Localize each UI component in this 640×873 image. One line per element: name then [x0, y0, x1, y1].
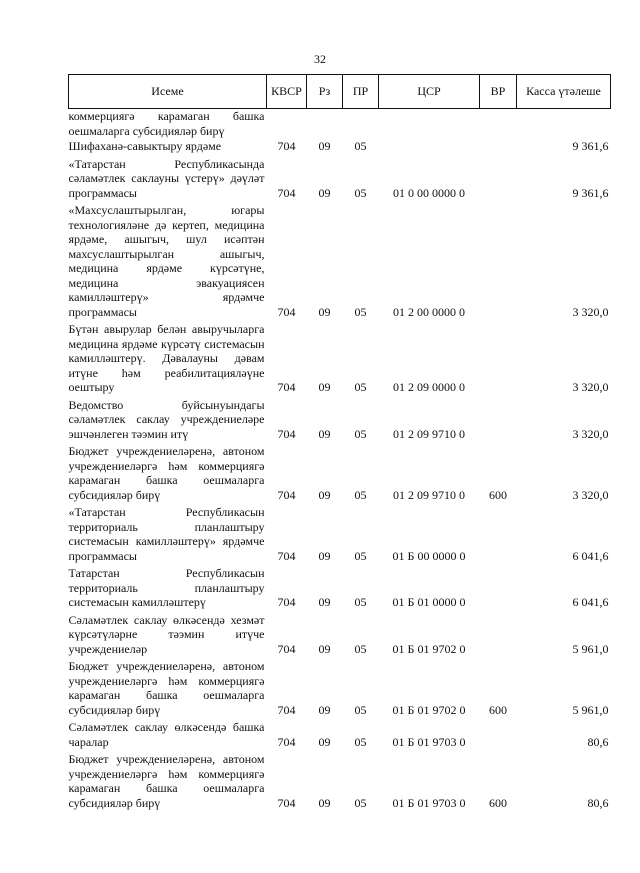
- row-name: Сәламәтлек саклау өлкәсендә башка чаралар: [68, 720, 265, 749]
- row-csr: 01 2 00 0000 0: [393, 304, 465, 319]
- row-csr: 01 0 00 0000 0: [393, 185, 465, 200]
- row-kvsr: 704: [277, 426, 296, 441]
- table-row: [69, 566, 611, 613]
- row-kvsr: 704: [277, 795, 296, 810]
- row-rz: 09: [318, 795, 331, 810]
- budget-table: [68, 74, 611, 813]
- row-pr: 05: [354, 795, 367, 810]
- table-row: [69, 505, 611, 566]
- row-csr: [379, 139, 480, 157]
- row-pr: 05: [354, 595, 367, 609]
- row-csr: 01 Б 01 9702 0: [392, 702, 466, 717]
- row-amount: 80,6: [587, 734, 609, 749]
- row-name: Бюджет учреждениеләренә, автоном учреждениеләргә һәм коммерциягә карамаган башка оешмаларга субсидияләр бирү: [68, 444, 265, 502]
- row-rz: 09: [318, 426, 331, 441]
- row-amount: 9 361,6: [572, 139, 609, 153]
- row-name: Бүтән авырулар белән авыручыларга медицина ярдәме күрсәтү системасын камилләштерү. Дәвалауны дәвам итүне һәм реабилитацияләүне оештыру: [68, 322, 265, 394]
- table-header: [69, 75, 611, 109]
- row-rz: 09: [318, 304, 331, 319]
- row-rz: 09: [318, 702, 331, 717]
- row-pr: 05: [354, 380, 367, 394]
- row-amount: 6 041,6: [572, 595, 609, 609]
- row-vr: [480, 139, 517, 157]
- table-row: [69, 139, 611, 157]
- row-vr: [480, 613, 517, 660]
- row-vr: [480, 505, 517, 566]
- row-kvsr: 704: [277, 185, 296, 200]
- row-name: Ведомство буйсынуындагы сәламәтлек саклау учреждениеләре эшчәнлеген тәэмин итү: [68, 397, 265, 441]
- row-kvsr: 704: [277, 380, 296, 394]
- row-csr: 01 Б 00 0000 0: [392, 548, 466, 563]
- row-amount: 80,6: [587, 795, 609, 810]
- row-rz: 09: [318, 641, 331, 656]
- row-csr: 01 Б 01 0000 0: [392, 595, 466, 609]
- table-row: [69, 322, 611, 398]
- row-amount: 3 320,0: [572, 304, 609, 319]
- row-pr: 05: [354, 734, 367, 749]
- row-csr: 01 2 09 0000 0: [393, 380, 465, 394]
- row-rz: 09: [318, 487, 331, 502]
- header-rz: Рз: [307, 75, 343, 109]
- row-csr: 01 Б 01 9703 0: [392, 795, 466, 810]
- row-vr: [480, 322, 517, 398]
- row-amount: 3 320,0: [572, 487, 609, 502]
- row-kvsr: 704: [277, 548, 296, 563]
- row-pr: 05: [354, 426, 367, 441]
- row-name: «Татарстан Республикасында сәламәтлек саклауны үстерү» дәүләт программасы: [68, 156, 265, 200]
- row-name: Бюджет учреждениеләренә, автоном учреждениеләргә һәм коммерциягә карамаган башка оешмаларга субсидияләр бирү: [68, 659, 265, 717]
- row-vr: 600: [489, 487, 507, 502]
- row-name: «Татарстан Республикасын территориаль планлаштыру системасын камилләштерү» ярдәмче программасы: [68, 505, 265, 563]
- row-name: Татарстан Республикасын территориаль планлаштыру системасын камилләштерү: [68, 566, 265, 609]
- table-row: [69, 613, 611, 660]
- row-vr: [480, 720, 517, 752]
- row-amount: 9 361,6: [572, 185, 609, 200]
- row-kvsr: 704: [277, 595, 296, 609]
- row-pr: 05: [354, 304, 367, 319]
- row-rz: 09: [318, 595, 331, 609]
- row-pr: 05: [354, 185, 367, 200]
- row-kvsr: 704: [277, 702, 296, 717]
- row-vr: 600: [489, 702, 507, 717]
- table-body: [69, 109, 611, 814]
- header-pr: ПР: [343, 75, 379, 109]
- row-name: «Махсуслаштырылган, югары технологияләне дә кертеп, медицина ярдәме, ашыгыч, шул исәптән махсуслаштырылган ашыгыч, медицина ярдәме күрсәтүне, медицина эвакуациясен камилләштерү» ярдәмче программасы: [68, 203, 265, 319]
- row-kvsr: 704: [277, 304, 296, 319]
- row-amount: 6 041,6: [572, 548, 609, 563]
- header-name: Исеме: [69, 75, 267, 109]
- row-csr: 01 Б 01 9702 0: [392, 641, 466, 656]
- row-vr: 600: [489, 795, 507, 810]
- row-rz: 09: [318, 185, 331, 200]
- row-name: Бюджет учреждениеләренә, автоном учреждениеләргә һәм коммерциягә карамаган башка оешмаларга субсидияләр бирү: [68, 752, 265, 810]
- table-row: [69, 752, 611, 813]
- row-kvsr: 704: [277, 487, 296, 502]
- row-pr: 05: [354, 641, 367, 656]
- header-vr: ВР: [480, 75, 517, 109]
- row-amount: 3 320,0: [572, 380, 609, 394]
- row-kvsr: 704: [277, 734, 296, 749]
- header-kvsr: КВСР: [267, 75, 307, 109]
- row-pr: 05: [354, 139, 367, 153]
- row-amount: 5 961,0: [572, 702, 609, 717]
- row-csr: 01 2 09 9710 0: [393, 487, 465, 502]
- row-csr: 01 Б 01 9703 0: [392, 734, 466, 749]
- row-kvsr: 704: [277, 139, 296, 153]
- row-kvsr: 704: [277, 641, 296, 656]
- row-csr: 01 2 09 9710 0: [393, 426, 465, 441]
- row-rz: 09: [318, 734, 331, 749]
- row-name: Шифаханә-савыктыру ярдәме: [68, 139, 222, 153]
- header-csr: ЦСР: [379, 75, 480, 109]
- page-number: 32: [314, 52, 326, 66]
- row-amount: 5 961,0: [572, 641, 609, 656]
- table-row: [69, 203, 611, 322]
- table-row: [69, 157, 611, 204]
- table-row: [69, 659, 611, 720]
- row-vr: [480, 566, 517, 613]
- continuation-row: [69, 109, 611, 140]
- row-name: Сәламәтлек саклау өлкәсендә хезмәт күрсәтүләрне тәэмин итүче учреждениеләр: [68, 612, 265, 656]
- row-pr: 05: [354, 702, 367, 717]
- row-pr: 05: [354, 548, 367, 563]
- header-kassa: Касса үтәлеше: [517, 75, 611, 109]
- row-vr: [480, 157, 517, 204]
- row-rz: 09: [318, 139, 331, 153]
- table-row: [69, 398, 611, 445]
- table-row: [69, 444, 611, 505]
- table-row: [69, 720, 611, 752]
- continuation-text: коммерциягә карамаган башка оешмаларга субсидияләр бирү: [68, 109, 265, 138]
- row-pr: 05: [354, 487, 367, 502]
- row-vr: [480, 203, 517, 322]
- row-amount: 3 320,0: [572, 426, 609, 441]
- row-rz: 09: [318, 380, 331, 394]
- row-rz: 09: [318, 548, 331, 563]
- row-vr: [480, 398, 517, 445]
